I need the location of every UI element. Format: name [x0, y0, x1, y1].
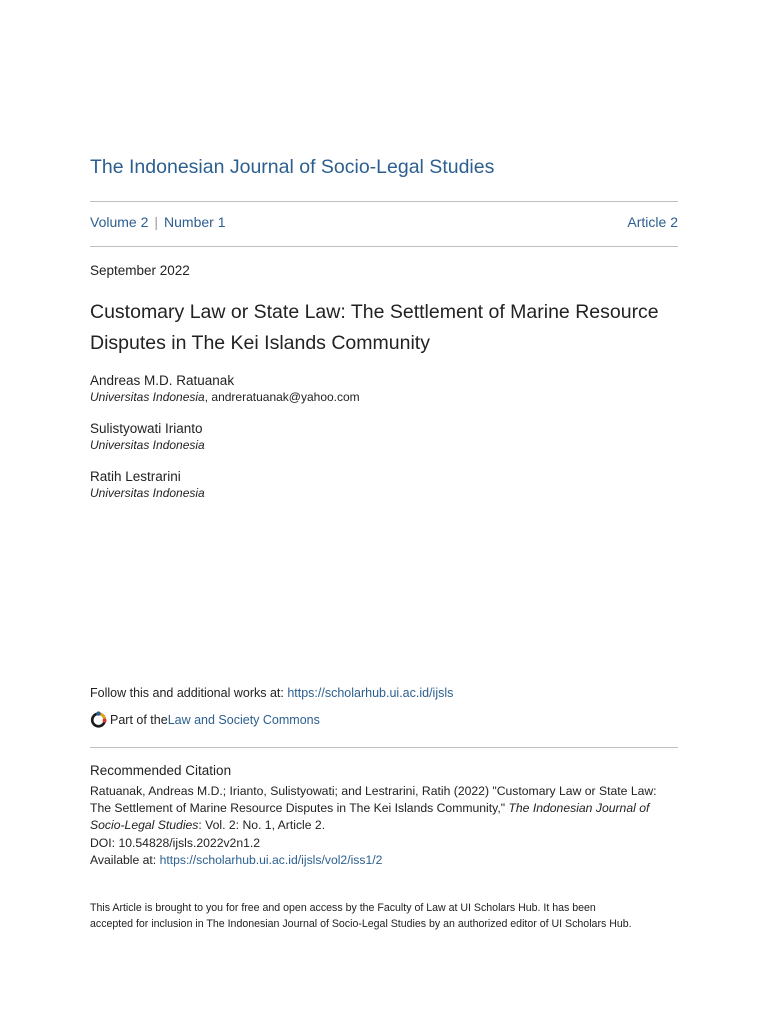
citation-text: : Vol. 2: No. 1, Article 2. [198, 818, 326, 833]
publication-date: September 2022 [90, 263, 190, 278]
affiliation-name: Universitas Indonesia [90, 486, 205, 500]
citation-available [90, 852, 678, 869]
available-link[interactable]: https://scholarhub.ui.ac.id/ijsls/vol2/iss1/2 [159, 852, 383, 867]
affiliation-name: Universitas Indonesia [90, 438, 205, 452]
article-link[interactable]: Article 2 [627, 214, 678, 230]
available-label: Available at: [90, 852, 160, 867]
author-block [90, 372, 360, 406]
citation-block [90, 783, 678, 869]
citation-line: Ratuanak, Andreas M.D.; Irianto, Sulistyowati; and Lestrarini, Ratih (2022) "Customary Law or State Law: [90, 784, 657, 798]
number-link[interactable]: Number 1 [164, 214, 226, 230]
author-affiliation [90, 389, 360, 406]
commons-network-icon [90, 711, 107, 728]
author-email: , andreratuanak@yahoo.com [204, 390, 360, 404]
divider-citation [90, 747, 678, 748]
commons-link[interactable]: Law and Society Commons [167, 712, 320, 727]
follow-link[interactable]: https://scholarhub.ui.ac.id/ijsls [287, 686, 454, 700]
author-name: Andreas M.D. Ratuanak [90, 373, 235, 388]
divider-issue [90, 246, 678, 247]
citation-heading: Recommended Citation [90, 763, 232, 778]
citation-journal: Socio-Legal Studies [90, 818, 199, 833]
affiliation-name: Universitas Indonesia [90, 390, 205, 404]
issue-breadcrumb [90, 214, 225, 230]
citation-line [90, 800, 678, 817]
volume-link[interactable]: Volume 2 [90, 214, 149, 230]
follow-text: Follow this and additional works at: [90, 686, 288, 700]
citation-doi: DOI: 10.54828/ijsls.2022v2n1.2 [90, 835, 261, 850]
author-affiliation [90, 485, 205, 502]
follow-line [90, 686, 453, 700]
article-title-line-1: Customary Law or State Law: The Settlement of Marine Resource [90, 301, 659, 323]
article-title-line-2: Disputes in The Kei Islands Community [90, 332, 430, 354]
author-name: Sulistyowati Irianto [90, 421, 203, 436]
article-title [90, 297, 678, 359]
citation-text: The Settlement of Marine Resource Disputes in The Kei Islands Community," [90, 801, 509, 816]
part-of-line [90, 711, 320, 728]
author-block [90, 420, 205, 454]
access-note [90, 901, 678, 932]
access-note-line: accepted for inclusion in The Indonesian Journal of Socio-Legal Studies by an authorized editor of UI Scholars Hub. [90, 917, 632, 930]
author-affiliation [90, 437, 205, 454]
divider-top [90, 201, 678, 202]
author-name: Ratih Lestrarini [90, 469, 181, 484]
access-note-line: This Article is brought to you for free and open access by the Faculty of Law at UI Scholars Hub. It has been [90, 902, 596, 914]
journal-title-link[interactable]: The Indonesian Journal of Socio-Legal Studies [90, 156, 495, 178]
part-of-text: Part of the [110, 712, 168, 727]
author-block [90, 468, 205, 502]
citation-journal: The Indonesian Journal of [508, 801, 650, 816]
citation-line [90, 817, 678, 834]
breadcrumb-separator: | [154, 214, 159, 230]
